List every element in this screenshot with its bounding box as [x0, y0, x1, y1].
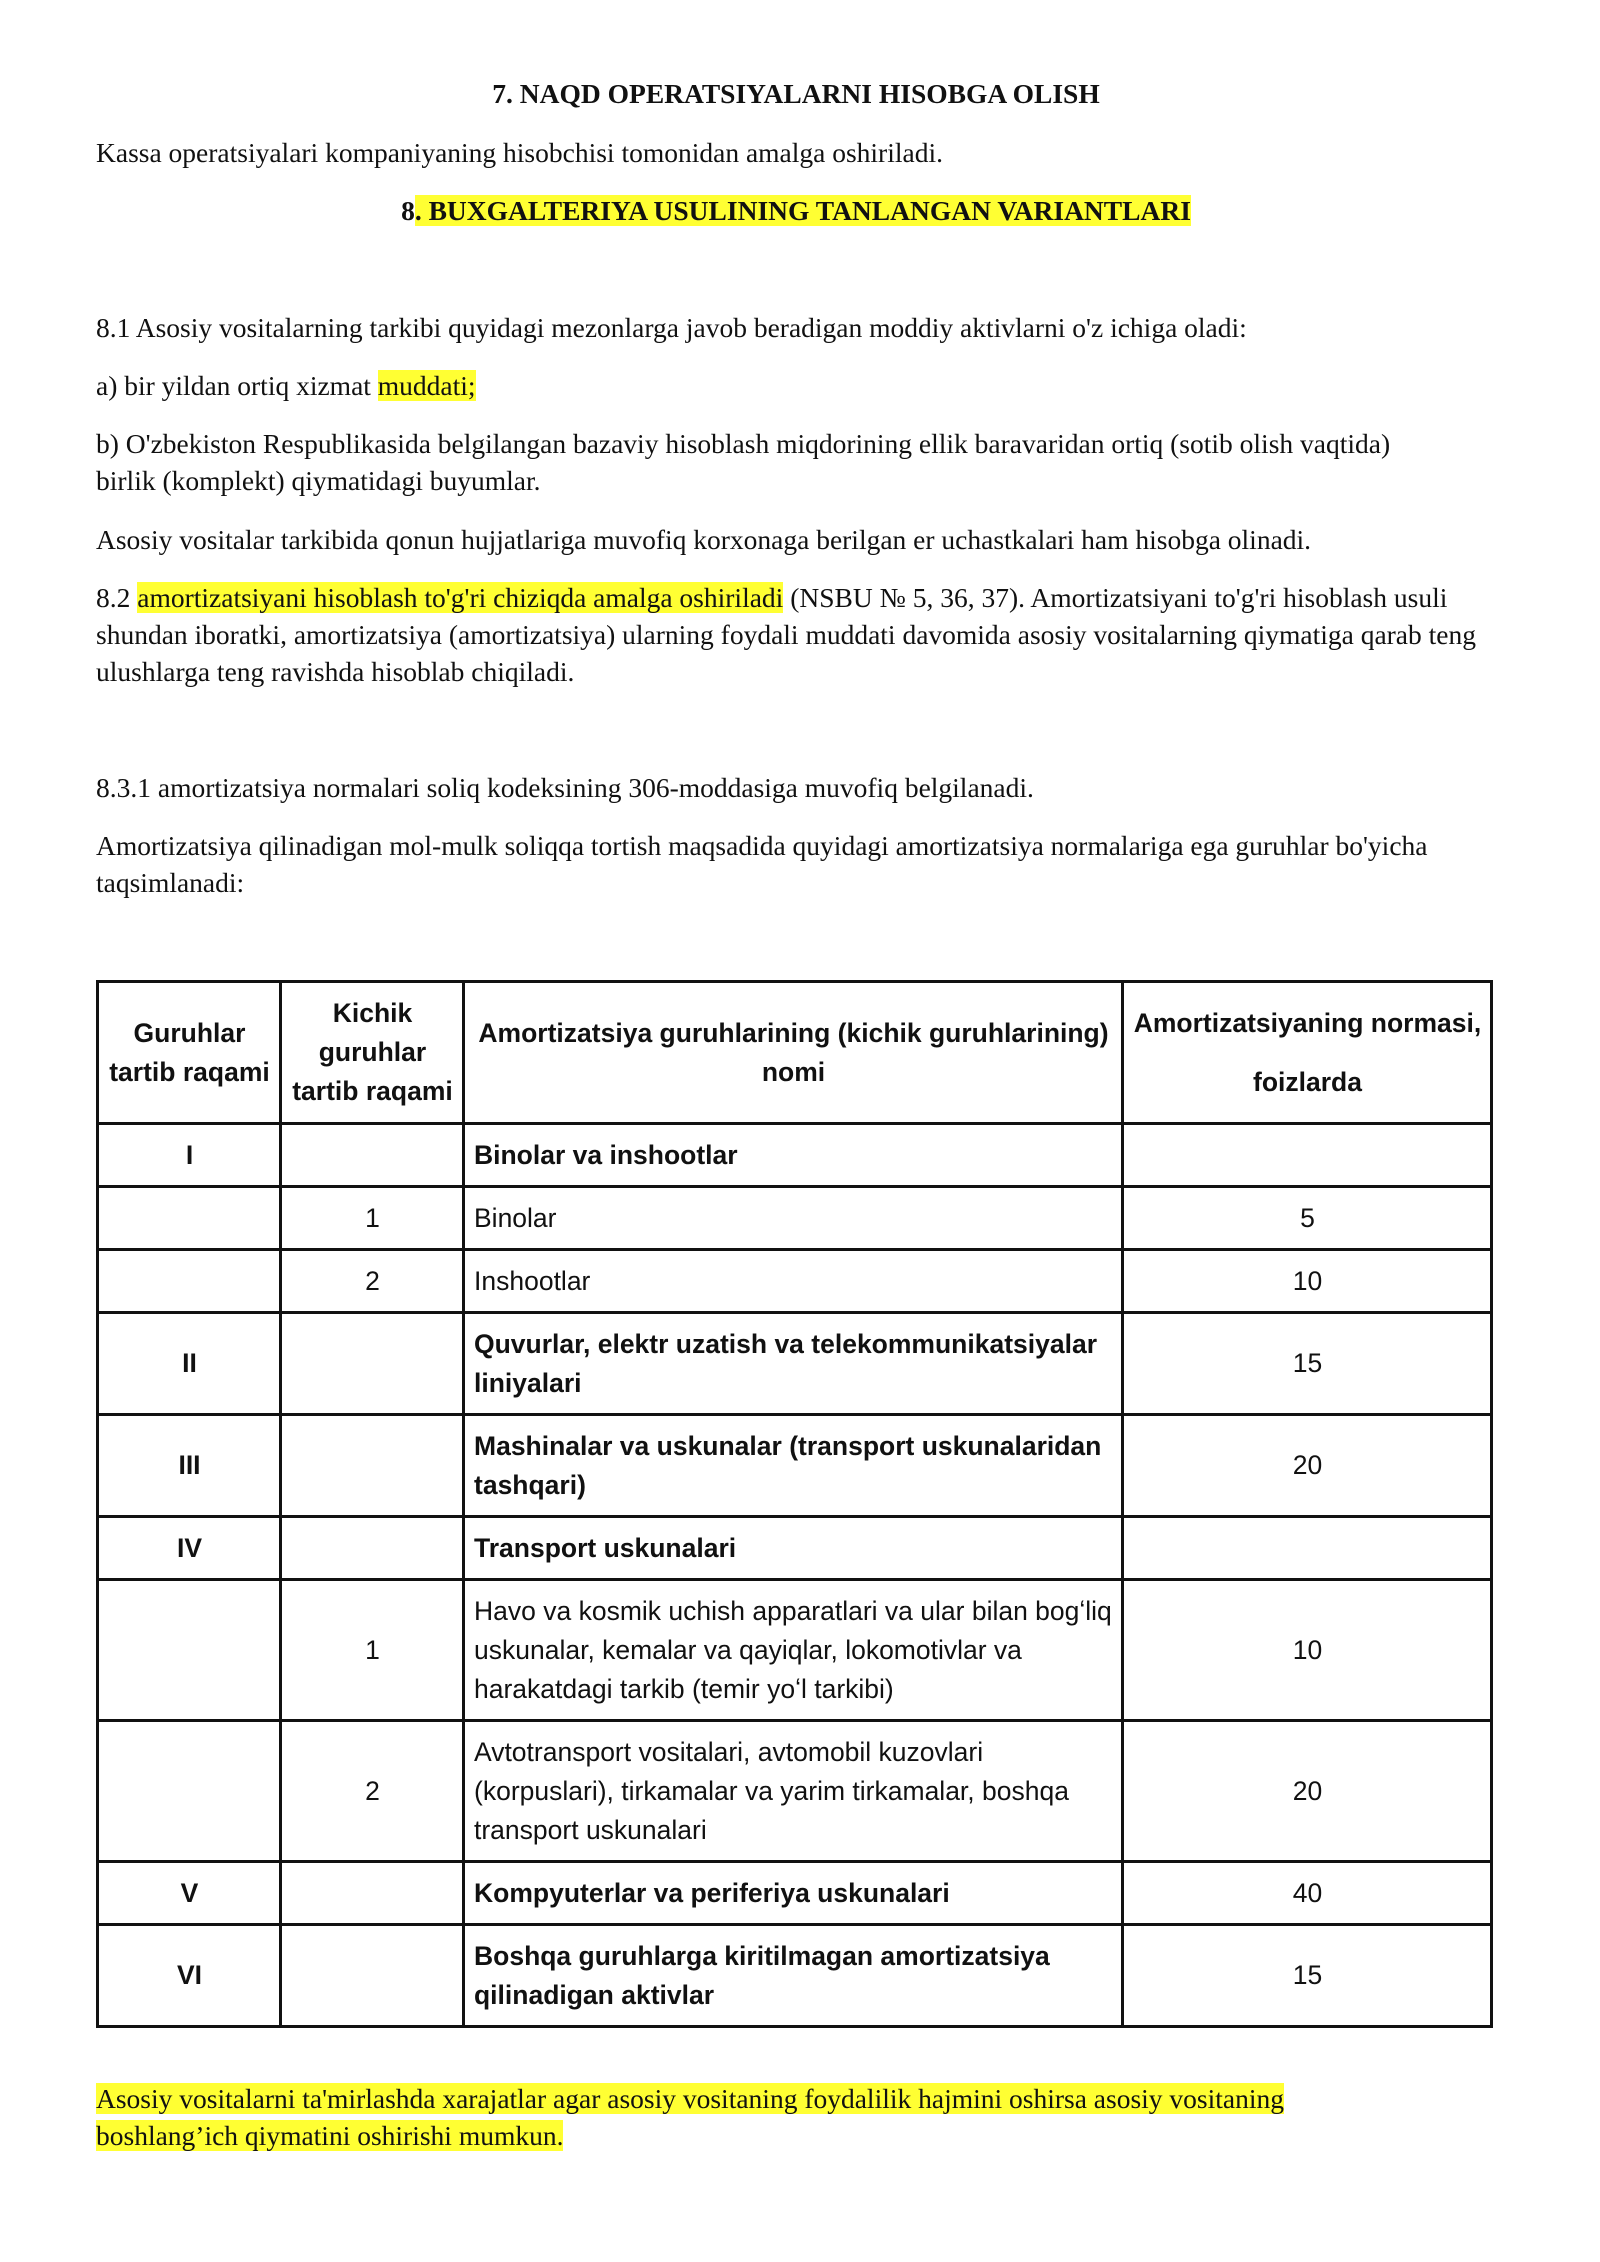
table-row [98, 1862, 1492, 1925]
header-group-no: Guruhlar tartib raqami [98, 982, 281, 1124]
paragraph-8-2 [96, 579, 1504, 690]
table-row [98, 1517, 1492, 1580]
header-rate-line2: foizlarda [1253, 1066, 1362, 1097]
footer-note [96, 2080, 1396, 2154]
table-row [98, 1250, 1492, 1313]
cell-subgroup [281, 1517, 464, 1580]
cell-name: Inshootlar [464, 1250, 1123, 1313]
cell-group: I [98, 1124, 281, 1187]
cell-group: II [98, 1313, 281, 1415]
groups-intro: Amortizatsiya qilinadigan mol-mulk soliqqa tortish maqsadida quyidagi amortizatsiya normalariga ega guruhlar bo'yicha taqsimlanadi: [96, 830, 1428, 898]
section-8-title [96, 192, 1496, 229]
cell-rate: 10 [1123, 1250, 1492, 1313]
cell-group [98, 1580, 281, 1721]
cell-subgroup [281, 1415, 464, 1517]
criterion-b: b) O'zbekiston Respublikasida belgilangan bazaviy hisoblash miqdorining ellik baravaridan ortiq (sotib olish vaqtida) birlik (komplekt) qiymatidagi buyumlar. [96, 428, 1391, 496]
cell-rate [1123, 1517, 1492, 1580]
cell-subgroup [281, 1124, 464, 1187]
criterion-a [96, 367, 1496, 404]
table-row [98, 1580, 1492, 1721]
header-subgroup-no: Kichik guruhlar tartib raqami [281, 982, 464, 1124]
paragraph-8-1: 8.1 Asosiy vositalarning tarkibi quyidagi mezonlarga javob beradigan moddiy aktivlarni o'z ichiga oladi: [96, 312, 1247, 343]
table-row [98, 1124, 1492, 1187]
criterion-a-text: a) bir yildan ortiq xizmat [96, 370, 378, 401]
cell-group [98, 1721, 281, 1862]
cell-name: Transport uskunalari [464, 1517, 1123, 1580]
cell-name: Kompyuterlar va periferiya uskunalari [464, 1862, 1123, 1925]
cell-subgroup [281, 1862, 464, 1925]
paragraph-8-2-prefix: 8.2 [96, 582, 138, 613]
land-plots-paragraph: Asosiy vositalar tarkibida qonun hujjatlariga muvofiq korxonaga berilgan er uchastkalari ham hisobga olinadi. [96, 524, 1312, 555]
header-rate-gap [1133, 1043, 1482, 1063]
paragraph-8-2-highlight: amortizatsiyani hisoblash to'g'ri chiziqda amalga oshiriladi [137, 582, 784, 613]
criterion-a-highlight: muddati; [377, 370, 476, 401]
cell-name: Binolar va inshootlar [464, 1124, 1123, 1187]
cell-rate: 20 [1123, 1415, 1492, 1517]
cell-rate [1123, 1124, 1492, 1187]
cell-rate: 40 [1123, 1862, 1492, 1925]
cell-name: Havo va kosmik uchish apparatlari va ular bilan bogʻliq uskunalar, kemalar va qayiqlar, lokomotivlar va harakatdagi tarkib (temir yoʻl tarkibi) [464, 1580, 1123, 1721]
footer-note-highlight: Asosiy vositalarni ta'mirlashda xarajatlar agar asosiy vositaning foydalilik hajmini oshirsa asosiy vositaning boshlang’ich qiymatini oshirishi mumkun. [96, 2083, 1284, 2151]
table-row [98, 1415, 1492, 1517]
paragraph-8-2-rest: (NSBU № 5, 36, 37). Amortizatsiyani to'g'ri hisoblash usuli shundan iboratki, amortizatsiya (amortizatsiya) ularning foydali muddati davomida asosiy vositalarning qiymatiga qarab teng ulushlarga teng ravishda hisoblab chiqiladi. [96, 582, 1476, 687]
depreciation-table [96, 980, 1493, 2028]
cell-group: III [98, 1415, 281, 1517]
cell-group: V [98, 1862, 281, 1925]
cell-subgroup: 1 [281, 1187, 464, 1250]
cell-group: IV [98, 1517, 281, 1580]
cell-name: Avtotransport vositalari, avtomobil kuzovlari (korpuslari), tirkamalar va yarim tirkamalar, boshqa transport uskunalari [464, 1721, 1123, 1862]
cell-rate: 15 [1123, 1313, 1492, 1415]
cell-subgroup [281, 1313, 464, 1415]
cell-subgroup: 2 [281, 1721, 464, 1862]
section-7-title: 7. NAQD OPERATSIYALARNI HISOBGA OLISH [492, 78, 1100, 109]
cell-name: Quvurlar, elektr uzatish va telekommunikatsiyalar liniyalari [464, 1313, 1123, 1415]
cell-rate: 15 [1123, 1925, 1492, 2027]
paragraph-8-3-1: 8.3.1 amortizatsiya normalari soliq kodeksining 306-moddasiga muvofiq belgilanadi. [96, 772, 1034, 803]
cell-subgroup: 1 [281, 1580, 464, 1721]
table-row [98, 1925, 1492, 2027]
cell-group [98, 1250, 281, 1313]
cell-group [98, 1187, 281, 1250]
cell-rate: 10 [1123, 1580, 1492, 1721]
section-7-text: Kassa operatsiyalari kompaniyaning hisobchisi tomonidan amalga oshiriladi. [96, 137, 943, 168]
cell-name: Mashinalar va uskunalar (transport uskunalaridan tashqari) [464, 1415, 1123, 1517]
section-8-title-highlight: . BUXGALTERIYA USULINING TANLANGAN VARIANTLARI [414, 195, 1191, 226]
cell-subgroup [281, 1925, 464, 2027]
cell-group: VI [98, 1925, 281, 2027]
cell-subgroup: 2 [281, 1250, 464, 1313]
table-row [98, 1187, 1492, 1250]
header-rate [1123, 982, 1492, 1124]
table-row [98, 1313, 1492, 1415]
header-name: Amortizatsiya guruhlarining (kichik guruhlarining) nomi [464, 982, 1123, 1124]
table-header-row [98, 982, 1492, 1124]
cell-name: Boshqa guruhlarga kiritilmagan amortizatsiya qilinadigan aktivlar [464, 1925, 1123, 2027]
section-8-number: 8 [401, 195, 415, 226]
cell-name: Binolar [464, 1187, 1123, 1250]
cell-rate: 20 [1123, 1721, 1492, 1862]
header-rate-line1: Amortizatsiyaning normasi, [1133, 1007, 1482, 1038]
cell-rate: 5 [1123, 1187, 1492, 1250]
table-row [98, 1721, 1492, 1862]
